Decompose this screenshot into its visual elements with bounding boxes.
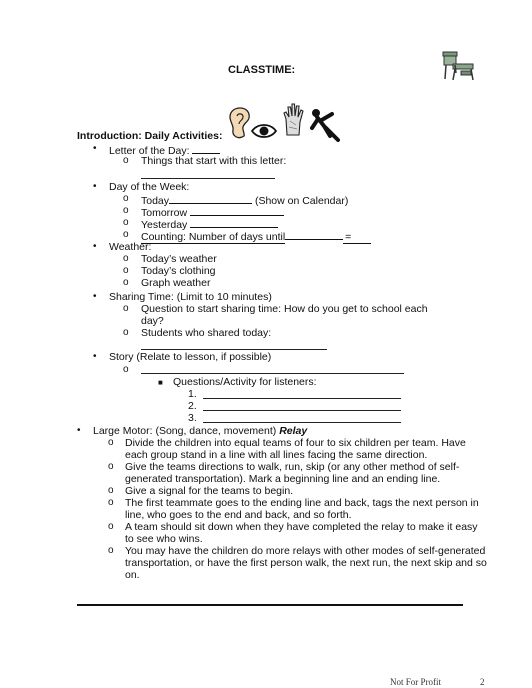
page-number: 2 [480, 677, 485, 687]
circle-bullet-icon: o [123, 217, 129, 228]
page-title: CLASSTIME: [228, 64, 296, 76]
today-blank[interactable] [169, 193, 252, 204]
things-start-label: Things that start with this letter: [141, 155, 287, 167]
question-number-2: 2. [188, 400, 197, 412]
counting-item [141, 229, 371, 243]
question-2-blank[interactable] [203, 410, 401, 411]
yesterday-blank[interactable] [190, 217, 278, 228]
circle-bullet-icon: o [108, 497, 114, 508]
counting-label: Counting: Number of days until [141, 231, 286, 243]
things-blank-line[interactable] [141, 178, 275, 179]
square-bullet-icon: ■ [158, 378, 163, 387]
relay-instruction-line: to see who wins. [125, 533, 203, 545]
circle-bullet-icon: o [123, 229, 129, 240]
todays-clothing-label: Today’s clothing [141, 265, 216, 277]
hand-icon [282, 103, 306, 137]
relay-instruction-line: generated transportation). Mark a beginning line and an ending line. [125, 473, 441, 485]
eye-icon [250, 122, 278, 140]
circle-bullet-icon: o [123, 193, 129, 204]
relay-instruction-line: Give a signal for the teams to begin. [125, 485, 294, 497]
graph-weather-label: Graph weather [141, 277, 211, 289]
tomorrow-blank[interactable] [190, 205, 284, 216]
story-blank-line[interactable] [141, 373, 404, 374]
circle-bullet-icon: o [123, 303, 129, 314]
day-of-week-label: Day of the Week: [109, 181, 190, 193]
bullet-icon: • [93, 181, 97, 192]
circle-bullet-icon: o [123, 205, 129, 216]
circle-bullet-icon: o [123, 364, 129, 375]
relay-instruction-line: Divide the children into equal teams of four to six children per team. Have [125, 437, 466, 449]
circle-bullet-icon: o [108, 521, 114, 532]
relay-instruction-line: each group stand in a line with all lines facing the same direction. [125, 449, 428, 461]
sharing-time-label: Sharing Time: (Limit to 10 minutes) [109, 291, 272, 303]
school-desk-icon [441, 49, 477, 83]
circle-bullet-icon: o [123, 253, 129, 264]
footer-label: Not For Profit [390, 677, 442, 687]
sharing-question-line2: day? [141, 315, 164, 327]
relay-instruction-line: You may have the children do more relays with other modes of self-generated [125, 545, 486, 557]
intro-heading: Introduction: Daily Activities: [77, 130, 223, 142]
relay-instruction-line: The first teammate goes to the ending line and back, tags the next person in [125, 497, 479, 509]
question-3-blank[interactable] [203, 422, 401, 423]
question-number-1: 1. [188, 388, 197, 400]
bullet-icon: • [93, 241, 97, 252]
relay-instruction-line: A team should sit down when they have completed the relay to make it easy [125, 521, 478, 533]
question-1-blank[interactable] [203, 398, 401, 399]
large-motor-activity: Relay [279, 425, 308, 437]
circle-bullet-icon: o [123, 265, 129, 276]
letter-of-day-label: Letter of the Day: [109, 145, 193, 157]
bullet-icon: • [93, 291, 97, 302]
yesterday-label: Yesterday [141, 219, 191, 231]
today-label: Today [141, 195, 170, 207]
circle-bullet-icon: o [123, 277, 129, 288]
todays-weather-label: Today’s weather [141, 253, 217, 265]
bullet-icon: • [93, 143, 97, 154]
equals-sign: = [343, 231, 371, 244]
students-shared-label: Students who shared today: [141, 327, 272, 339]
weather-label: Weather: [109, 241, 152, 253]
large-motor-item [93, 425, 307, 437]
counting-blank[interactable] [285, 229, 343, 240]
students-blank-line[interactable] [141, 349, 327, 350]
relay-instruction-line: on. [125, 569, 140, 581]
bottom-divider [77, 604, 463, 606]
relay-instruction-line: Give the teams directions to walk, run, skip (or any other method of self- [125, 461, 460, 473]
stretching-figure-icon [308, 106, 344, 142]
show-calendar-note: (Show on Calendar) [252, 195, 349, 207]
relay-instruction-line: transportation, or have the first person walk, the next run, the next skip and so [125, 557, 487, 569]
bullet-icon: • [77, 425, 81, 436]
circle-bullet-icon: o [108, 485, 114, 496]
ear-icon [226, 106, 252, 142]
circle-bullet-icon: o [123, 155, 129, 166]
letter-blank[interactable] [192, 143, 220, 154]
question-number-3: 3. [188, 412, 197, 424]
circle-bullet-icon: o [108, 545, 114, 556]
tomorrow-label: Tomorrow [141, 207, 191, 219]
circle-bullet-icon: o [108, 461, 114, 472]
story-label: Story (Relate to lesson, if possible) [109, 351, 272, 363]
questions-activity-label: Questions/Activity for listeners: [173, 376, 317, 388]
circle-bullet-icon: o [108, 437, 114, 448]
circle-bullet-icon: o [123, 327, 129, 338]
large-motor-label: Large Motor: (Song, dance, movement) [93, 425, 280, 437]
sharing-question-line1: Question to start sharing time: How do you get to school each [141, 303, 428, 315]
relay-instruction-line: line, who goes to the end and back, and so forth. [125, 509, 352, 521]
bullet-icon: • [93, 351, 97, 362]
